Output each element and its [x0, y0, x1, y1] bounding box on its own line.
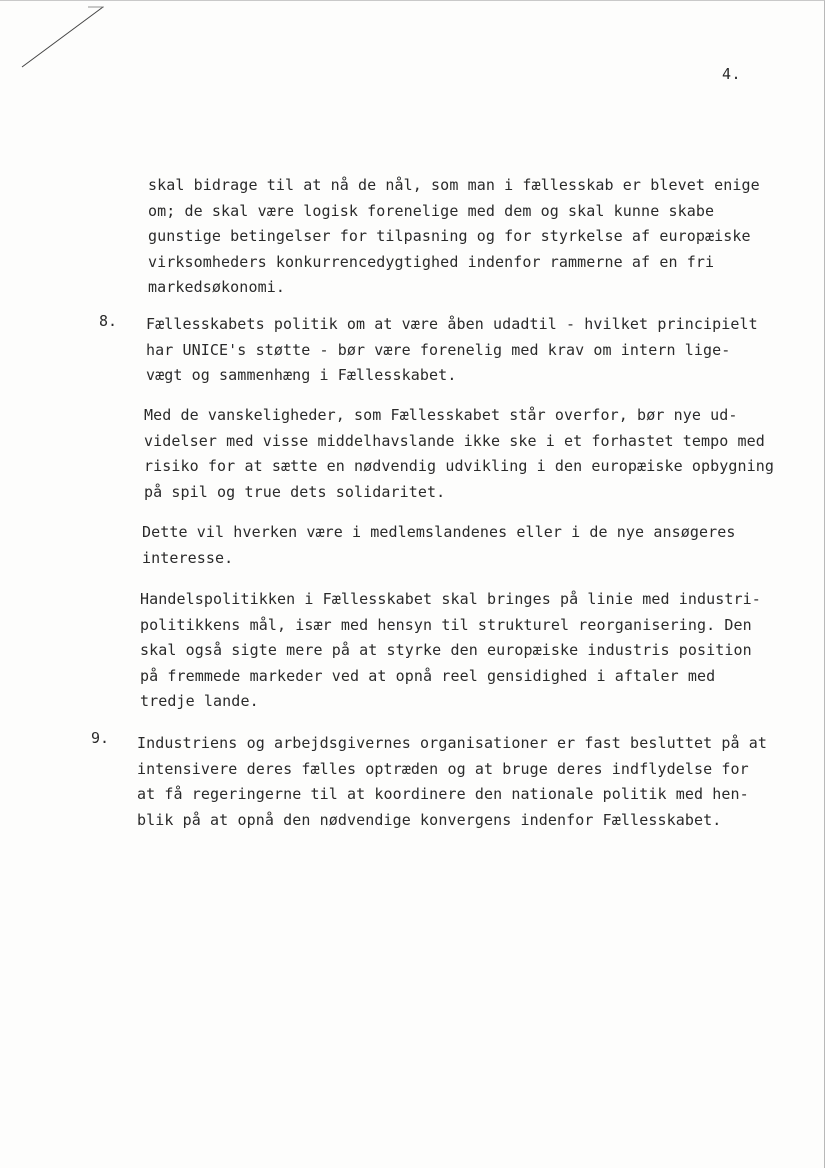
- text-line: på fremmede markeder ved at opnå reel gensidighed i aftaler med: [140, 666, 716, 685]
- text-line: virksomheders konkurrencedygtighed indenfor rammerne af en fri: [148, 252, 715, 271]
- corner-fold-mark: [0, 1, 110, 76]
- text-line: skal bidrage til at nå de nål, som man i fællesskab er blevet enige: [148, 176, 760, 194]
- text-line: vægt og sammenhæng i Fællesskabet.: [146, 366, 457, 384]
- text-line: markedsøkonomi.: [148, 278, 285, 296]
- text-line: gunstige betingelser for tilpasning og for styrkelse af europæiske: [148, 227, 751, 245]
- text-line: Dette vil hverken være i medlemslandenes eller i de nye ansøgeres: [142, 523, 736, 541]
- text-line: har UNICE's støtte - bør være forenelig med krav om intern lige-: [146, 340, 731, 359]
- text-line: tredje lande.: [140, 692, 259, 710]
- text-line: videlser med visse middelhavslande ikke ske i et forhastet tempo med: [144, 431, 765, 450]
- paragraph-5: [140, 587, 761, 715]
- text-line: blik på at opnå den nødvendige konvergens indenfor Fællesskabet.: [137, 810, 722, 829]
- text-line: at få regeringerne til at koordinere den nationale politik med hen-: [137, 785, 749, 803]
- paragraph-1: [148, 173, 760, 301]
- text-line: risiko for at sætte en nødvendig udvikling i den europæiske opbygning: [144, 457, 775, 475]
- text-line: skal også sigte mere på at styrke den europæiske industris position: [140, 641, 752, 659]
- text-line: Industriens og arbejdsgivernes organisationer er fast besluttet på at: [137, 734, 768, 752]
- text-line: om; de skal være logisk forenelige med dem og skal kunne skabe: [148, 201, 715, 220]
- text-line: politikkens mål, især med hensyn til strukturel reorganisering. Den: [140, 615, 752, 634]
- text-line: Fællesskabets politik om at være åben udadtil - hvilket principielt: [146, 315, 758, 333]
- item-8-number: 8.: [99, 312, 118, 330]
- text-line: Med de vanskeligheder, som Fællesskabet står overfor, bør nye ud-: [144, 406, 738, 424]
- paragraph-3: [144, 403, 775, 505]
- text-line: intensivere deres fælles optræden og at bruge deres indflydelse for: [137, 759, 749, 778]
- item-8-paragraph: [146, 312, 758, 389]
- item-9-paragraph: [137, 731, 768, 833]
- text-line: Handelspolitikken i Fællesskabet skal bringes på linie med industri-: [140, 590, 761, 608]
- page-number: 4.: [722, 65, 742, 83]
- text-line: på spil og true dets solidaritet.: [144, 482, 446, 501]
- text-line: interesse.: [142, 548, 234, 567]
- item-9-number: 9.: [91, 729, 110, 747]
- paragraph-4: [142, 520, 742, 571]
